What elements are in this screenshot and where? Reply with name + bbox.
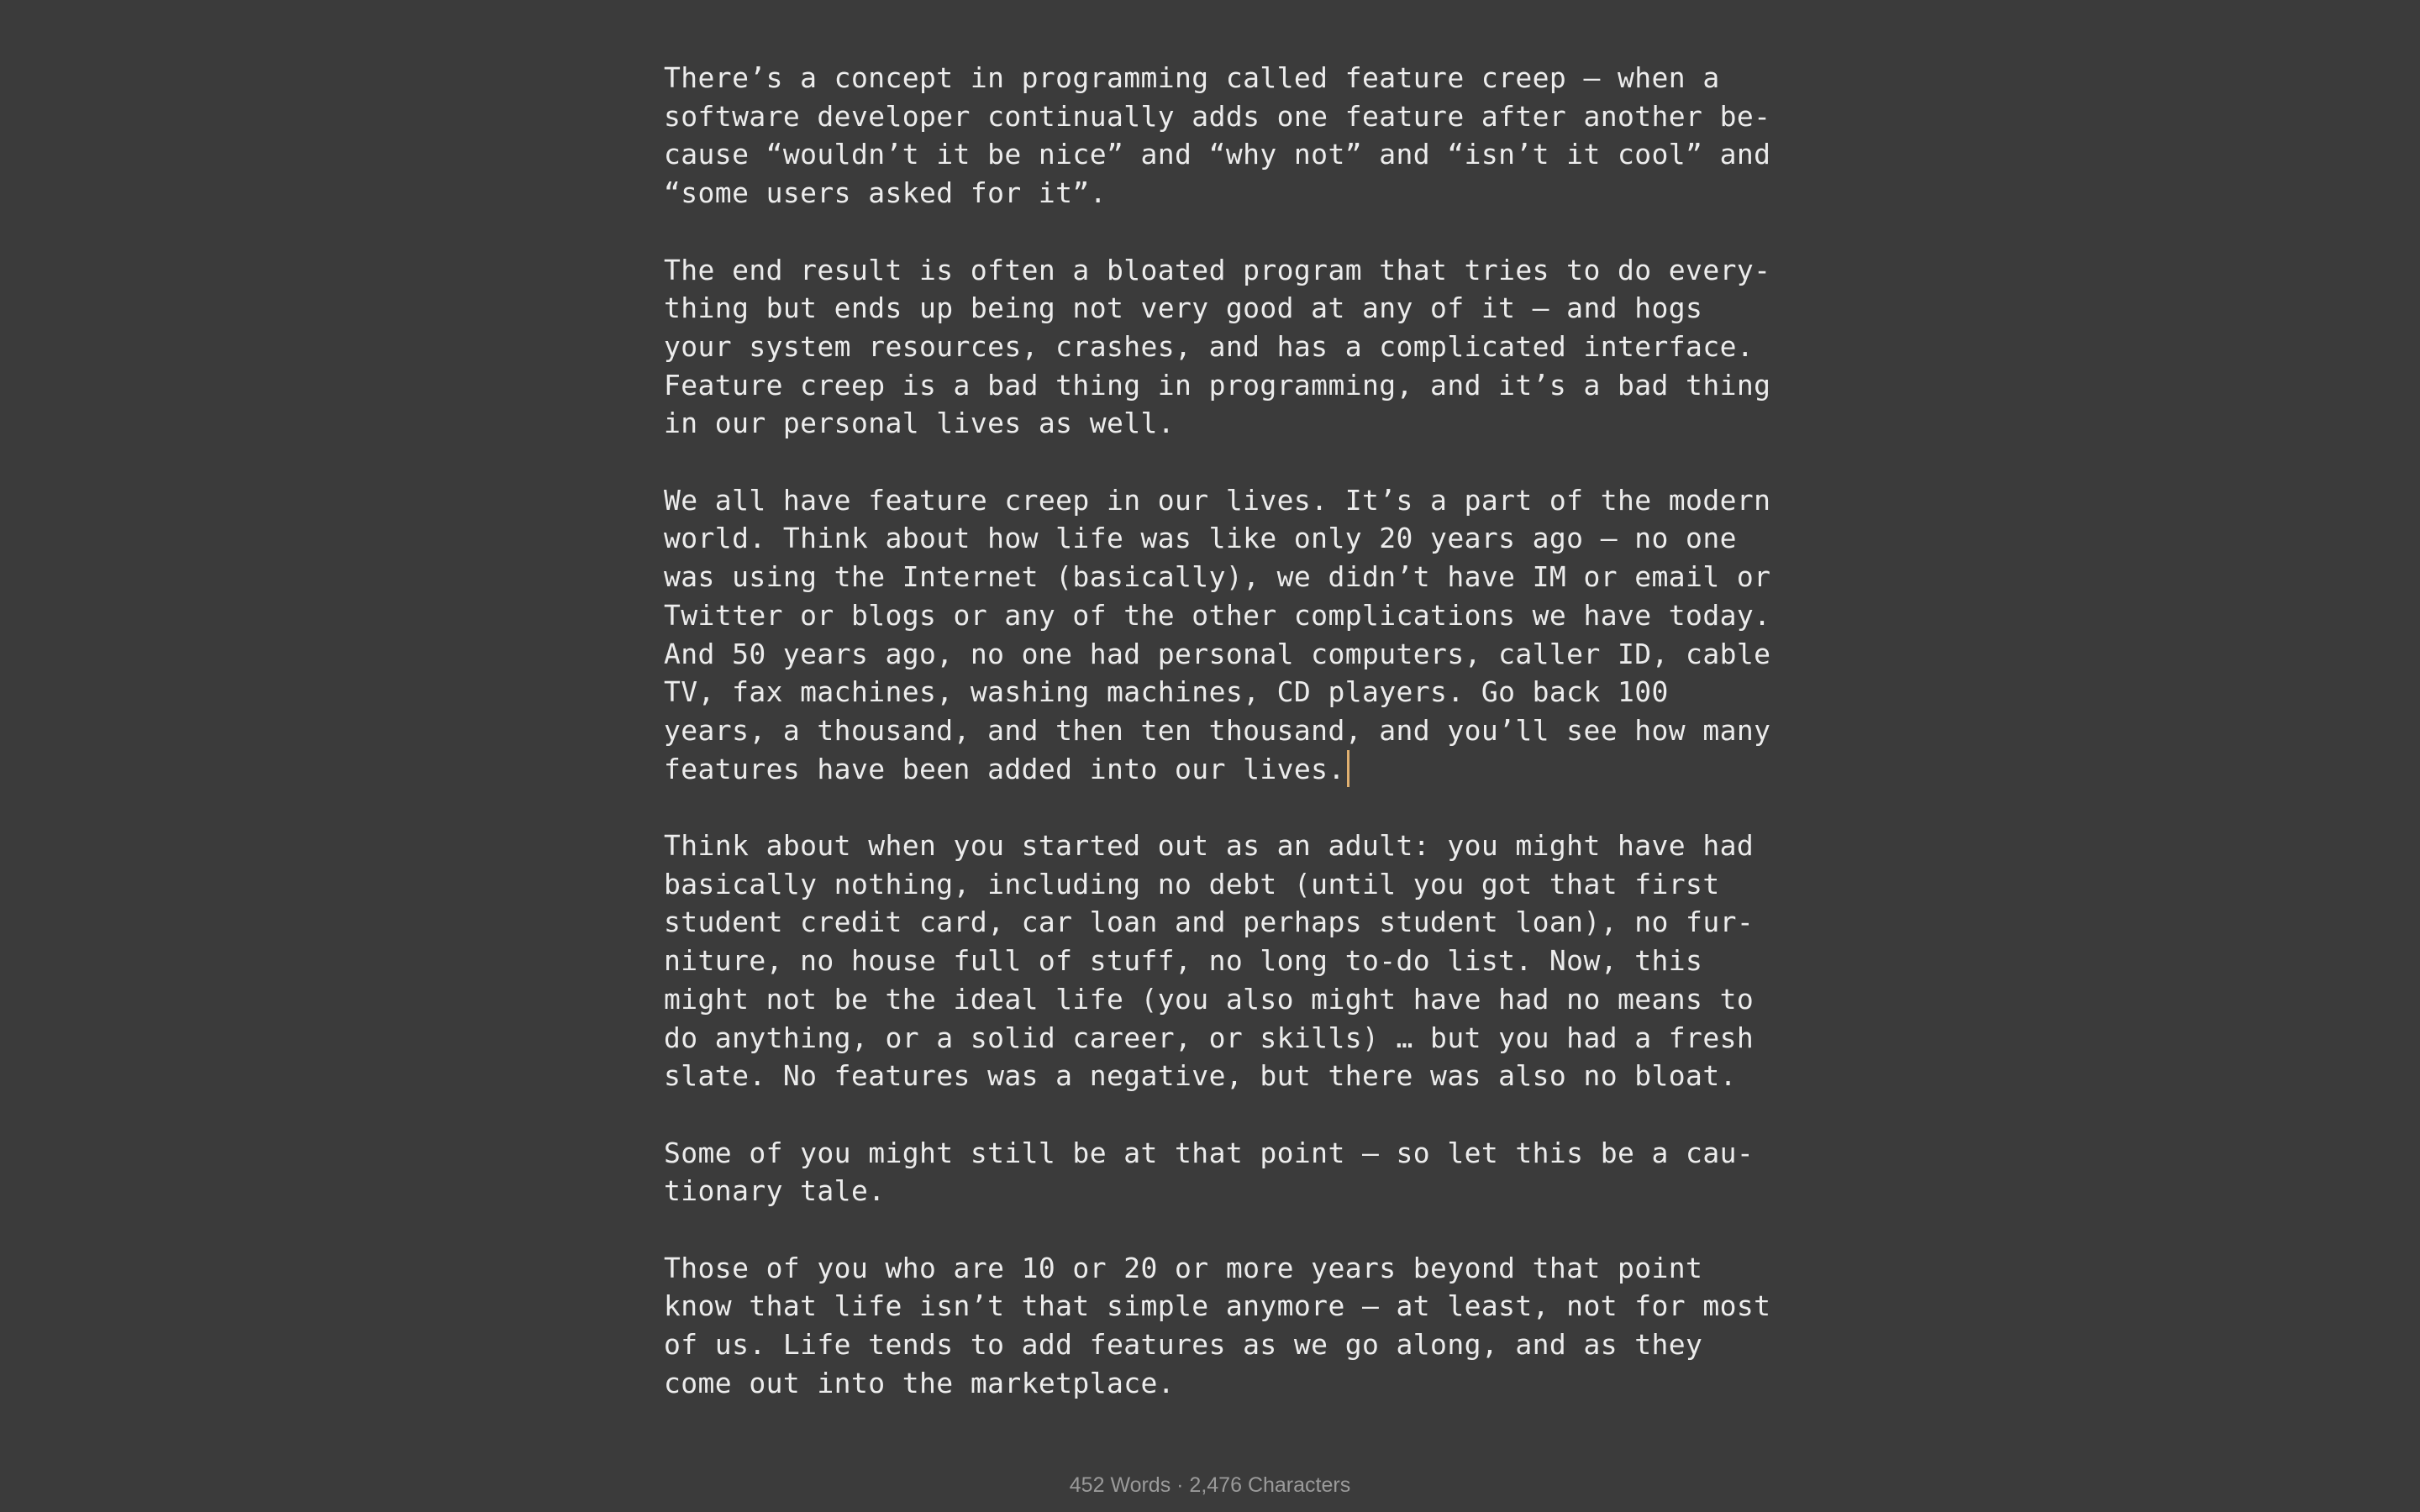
paragraph-2[interactable]: [664, 251, 1771, 444]
line: TV, fax machines, washing machines, CD players. Go back 100: [664, 675, 1669, 709]
line: world. Think about how life was like only 20 years ago — no one: [664, 522, 1737, 555]
line: thing but ends up being not very good at any of it — and hogs: [664, 291, 1703, 325]
line: know that life isn’t that simple anymore — at least, not for most: [664, 1289, 1771, 1323]
line: come out into the marketplace.: [664, 1366, 1176, 1399]
line: Feature creep is a bad thing in programming, and it’s a bad thing: [664, 368, 1771, 402]
line: software developer continually adds one feature after another be-: [664, 99, 1771, 133]
line: basically nothing, including no debt (until you got that first: [664, 867, 1720, 900]
line: of us. Life tends to add features as we go along, and as they: [664, 1328, 1703, 1362]
line: do anything, or a solid career, or skills) … but you had a fresh: [664, 1021, 1754, 1054]
text-cursor: [1347, 750, 1349, 787]
line: Think about when you started out as an adult: you might have had: [664, 829, 1754, 863]
line: in our personal lives as well.: [664, 407, 1176, 440]
line: We all have feature creep in our lives. It’s a part of the modern: [664, 483, 1771, 517]
line: cause “wouldn’t it be nice” and “why not” and “isn’t it cool” and: [664, 138, 1771, 171]
word-count-text: 452 Words · 2,476 Characters: [1069, 1473, 1351, 1497]
line: features have been added into our lives.: [664, 752, 1345, 785]
line: your system resources, crashes, and has a complicated interface.: [664, 329, 1754, 363]
line: tionary tale.: [664, 1174, 886, 1208]
line: “some users asked for it”.: [664, 176, 1107, 210]
word-count-status[interactable]: [0, 1468, 2420, 1502]
line: was using the Internet (basically), we didn’t have IM or email or: [664, 560, 1771, 594]
paragraph-3[interactable]: [664, 481, 1771, 789]
line: Some of you might still be at that point — so let this be a cau-: [664, 1136, 1754, 1169]
line: years, a thousand, and then ten thousand, and you’ll see how many: [664, 713, 1771, 747]
line: Those of you who are 10 or 20 or more years beyond that point: [664, 1251, 1703, 1284]
paragraph-1[interactable]: [664, 59, 1771, 213]
paragraph-5[interactable]: [664, 1134, 1756, 1210]
line: student credit card, car loan and perhaps student loan), no fur-: [664, 906, 1754, 939]
line: The end result is often a bloated program that tries to do every-: [664, 253, 1771, 286]
line: niture, no house full of stuff, no long to-do list. Now, this: [664, 944, 1703, 978]
text-editor[interactable]: [664, 59, 1771, 1441]
line: And 50 years ago, no one had personal computers, caller ID, cable: [664, 637, 1771, 670]
line: Twitter or blogs or any of the other complications we have today.: [664, 598, 1771, 632]
line: slate. No features was a negative, but there was also no bloat.: [664, 1059, 1737, 1093]
paragraph-6[interactable]: [664, 1249, 1771, 1403]
line: might not be the ideal life (you also might have had no means to: [664, 982, 1754, 1016]
line: There’s a concept in programming called feature creep — when a: [664, 61, 1720, 94]
paragraph-4[interactable]: [664, 827, 1756, 1095]
